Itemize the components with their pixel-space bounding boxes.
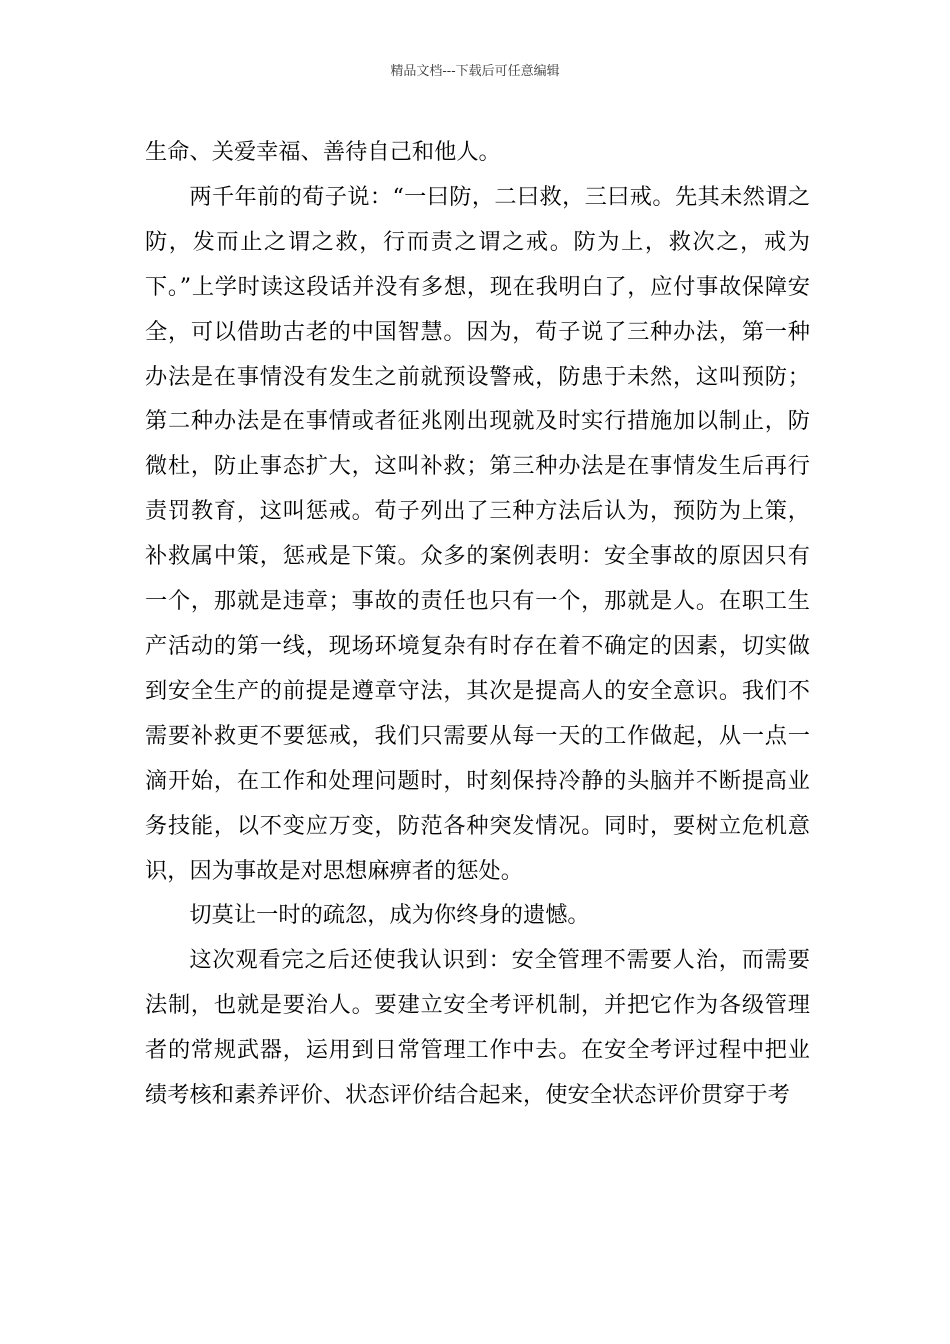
paragraph-warning: 切莫让一时的疏忽，成为你终身的遗憾。 bbox=[189, 902, 590, 929]
paragraph-xunzi: 两千年前的荀子说：“一曰防，二曰救，三曰戒。先其未然谓之防，发而止之谓之救，行而责之谓之戒。防为上，救次之，戒为下。”上学时读这段话并没有多想，现在我明白了，应付事故保障安全，可以借助古老的中国智慧。因为，荀子说了三种办法，第一种办法是在事情没有发生之前就预设警戒，防患于未然，这叫预防；第二种办法是在事情或者征兆刚出现就及时实行措施加以制止，防微杜，防止事态扩大，这叫补救；第三种办法是在事情发生后再行责罚教育，这叫惩戒。荀子列出了三种方法后认为，预防为上策，补救属中策，惩戒是下策。众多的案例表明：安全事故的原因只有一个，那就是违章；事故的责任也只有一个，那就是人。在职工生产活动的第一线，现场环境复杂有时存在着不确定的因素，切实做到安全生产的前提是遵章守法，其次是提高人的安全意识。我们不需要补救更不要惩戒，我们只需要从每一天的工作做起，从一点一滴开始，在工作和处理问题时，时刻保持冷静的头脑并不断提高业务技能，以不变应万变，防范各种突发情况。同时，要树立危机意识，因为事故是对思想麻痹者的惩处。 bbox=[145, 183, 810, 884]
paragraph-continuation: 生命、关爱幸福、善待自己和他人。 bbox=[145, 139, 501, 165]
page-header: 精品文档---下载后可任意编辑 bbox=[390, 64, 560, 79]
document-body bbox=[145, 130, 810, 1118]
paragraph-management: 这次观看完之后还使我认识到：安全管理不需要人治，而需要法制，也就是要治人。要建立安全考评机制，并把它作为各级管理者的常规武器，运用到日常管理工作中去。在安全考评过程中把业绩考核和素养评价、状态评价结合起来，使安全状态评价贯穿于考 bbox=[145, 947, 810, 1109]
